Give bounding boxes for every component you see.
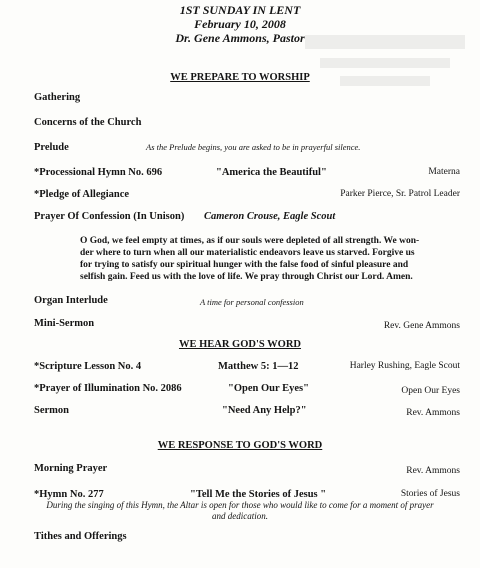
item-label: Prayer Of Confession (In Unison) [34,211,185,222]
item-label: *Scripture Lesson No. 4 [34,361,142,372]
item-concerns [0,117,480,131]
hymn-altar-note [0,500,480,522]
hymn-title: "Tell Me the Stories of Jesus " [190,489,327,500]
item-prelude [0,142,480,156]
scripture-reader: Harley Rushing, Eagle Scout [349,361,460,371]
item-label: *Prayer of Illumination No. 2086 [34,383,182,394]
section-heading-prepare: WE PREPARE TO WORSHIP [170,72,310,83]
mini-sermon-leader: Rev. Gene Ammons [383,321,460,331]
section-heading-hear: WE HEAR GOD'S WORD [178,339,302,350]
illumination-title: "Open Our Eyes" [228,383,309,394]
hymn-tune: Materna [428,167,460,177]
item-label: Organ Interlude [34,295,108,306]
item-prayer-of-illumination [0,383,480,397]
item-prayer-of-confession [0,211,480,225]
confession-leader: Cameron Crouse, Eagle Scout [204,211,336,222]
item-label: Concerns of the Church [34,117,142,128]
organ-description: A time for personal confession [200,297,304,307]
scripture-reference: Matthew 5: 1—12 [218,361,299,372]
note-line: During the singing of this Hymn, the Altar is open for those who would like to come for a moment of prayer [46,500,434,510]
confession-line: der where to turn when all our materialistic endeavors leave us starved. Forgive us [80,248,415,258]
item-label: Gathering [34,92,81,103]
service-title: 1ST SUNDAY IN LENT [179,3,301,17]
item-scripture-lesson [0,361,480,375]
confession-line: O God, we feel empty at times, as if our souls were depleted of all strength. We won- [80,236,420,246]
item-processional-hymn [0,167,480,181]
note-line: and dedication. [212,511,268,521]
item-tithes-offerings [0,531,480,545]
confession-line: for trying to satisfy our spiritual hunger with the false food of sinful pleasure and [80,260,409,270]
item-organ-interlude [0,295,480,309]
item-label: Tithes and Offerings [34,531,127,542]
item-gathering [0,92,480,106]
morning-prayer-leader: Rev. Ammons [406,466,460,476]
service-date: February 10, 2008 [194,17,286,31]
item-pledge [0,189,480,203]
item-label: Morning Prayer [34,463,108,474]
item-morning-prayer [0,463,480,477]
item-label: Mini-Sermon [34,318,95,329]
item-label: *Pledge of Allegiance [34,189,130,200]
sermon-title: "Need Any Help?" [222,405,307,416]
prelude-instruction: As the Prelude begins, you are asked to be in prayerful silence. [146,142,361,152]
confession-text [80,235,465,283]
section-heading-response: WE RESPONSE TO GOD'S WORD [157,440,323,451]
hymn-title: "America the Beautiful" [216,167,327,178]
item-sermon [0,405,480,419]
item-label: *Hymn No. 277 [34,489,104,500]
item-label: Prelude [34,142,69,153]
item-mini-sermon [0,318,480,332]
hymn-tune: Stories of Jesus [400,489,460,499]
item-label: Sermon [34,405,69,416]
confession-line: selfish gain. Feed us with the love of life. We pray through Christ our Lord. Amen. [80,272,413,282]
pastor-name: Dr. Gene Ammons, Pastor [175,31,305,45]
pledge-leader: Parker Pierce, Sr. Patrol Leader [340,189,460,199]
sermon-preacher: Rev. Ammons [406,408,460,418]
item-label: *Processional Hymn No. 696 [34,167,163,178]
illumination-tune: Open Our Eyes [401,386,460,396]
